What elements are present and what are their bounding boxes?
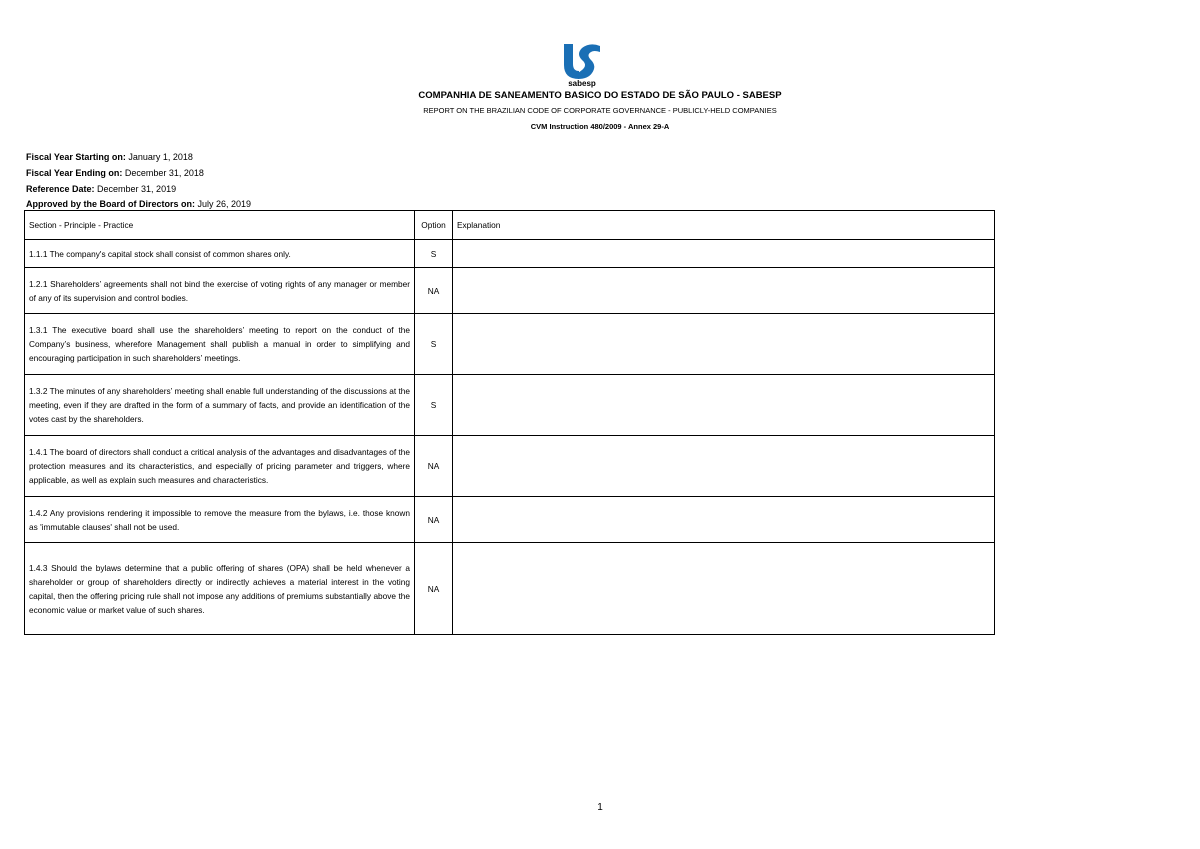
practice-text: 1.4.3 Should the bylaws determine that a public offering of shares (OPA) shall be held whenever a shareholder or group of shareholders directly or indirectly achieves a material interest in the voting capital, then the offering pricing rule shall not impose any additions of premiums substantially above the economic value or market value of such shares. (25, 543, 415, 635)
practice-text: 1.1.1 The company's capital stock shall consist of common shares only. (25, 240, 415, 268)
practice-text: 1.4.1 The board of directors shall conduct a critical analysis of the advantages and disadvantages of the protection measures and its characteristics, and especially of pricing parameter and triggers, where applicable, as well as explain such measures and characteristics. (25, 436, 415, 497)
practice-text: 1.4.2 Any provisions rendering it impossible to remove the measure from the bylaws, i.e. those known as 'immutable clauses' shall not be used. (25, 497, 415, 543)
fiscal-year-end-value: December 31, 2018 (122, 168, 204, 178)
page-number: 1 (597, 802, 603, 813)
practice-explanation (453, 268, 995, 314)
header-option: Option (415, 211, 453, 240)
practice-explanation (453, 240, 995, 268)
logo-text: sabesp (568, 79, 596, 88)
fiscal-year-end-label: Fiscal Year Ending on: (26, 168, 123, 178)
practice-option: S (415, 375, 453, 436)
header-section: Section - Principle - Practice (25, 211, 415, 240)
approval-date-value: July 26, 2019 (195, 199, 252, 209)
reference-date (26, 184, 176, 194)
fiscal-year-start-label: Fiscal Year Starting on: (26, 152, 126, 162)
practice-option: S (415, 314, 453, 375)
fiscal-year-start-value: January 1, 2018 (125, 152, 193, 162)
approval-date (26, 199, 251, 209)
approval-date-label: Approved by the Board of Directors on: (26, 199, 196, 209)
practice-explanation (453, 543, 995, 635)
table-row (25, 268, 995, 314)
practice-explanation (453, 314, 995, 375)
fiscal-year-start (26, 152, 193, 162)
table-row (25, 375, 995, 436)
practice-option: NA (415, 436, 453, 497)
reference-date-value: December 31, 2019 (94, 184, 177, 194)
practice-option: S (415, 240, 453, 268)
practice-option: NA (415, 268, 453, 314)
practice-option: NA (415, 497, 453, 543)
practice-explanation (453, 375, 995, 436)
practice-text: 1.3.1 The executive board shall use the shareholders’ meeting to report on the conduct of the Company’s business, wherefore Management shall publish a manual in order to simplifying and encouraging participation in such shareholders’ meetings. (25, 314, 415, 375)
governance-table (24, 210, 995, 635)
report-title: REPORT ON THE BRAZILIAN CODE OF CORPORATE GOVERNANCE - PUBLICLY-HELD COMPANIES (423, 106, 777, 115)
reference-date-label: Reference Date: (26, 184, 95, 194)
practice-text: 1.2.1 Shareholders’ agreements shall not bind the exercise of voting rights of any manager or member of any of its supervision and control bodies. (25, 268, 415, 314)
fiscal-year-end (26, 168, 204, 178)
table-row (25, 436, 995, 497)
table-row (25, 543, 995, 635)
cvm-instruction: CVM Instruction 480/2009 - Annex 29-A (530, 122, 670, 131)
company-name: COMPANHIA DE SANEAMENTO BASICO DO ESTADO DE SÃO PAULO - SABESP (418, 90, 782, 101)
table-row (25, 314, 995, 375)
practice-text: 1.3.2 The minutes of any shareholders’ meeting shall enable full understanding of the discussions at the meeting, even if they are drafted in the form of a summary of facts, and provide an identification of the votes cast by the shareholders. (25, 375, 415, 436)
table-header-row (25, 211, 995, 240)
practice-explanation (453, 497, 995, 543)
practice-option: NA (415, 543, 453, 635)
header-explanation: Explanation (453, 211, 995, 240)
table-row (25, 240, 995, 268)
table-row (25, 497, 995, 543)
practice-explanation (453, 436, 995, 497)
